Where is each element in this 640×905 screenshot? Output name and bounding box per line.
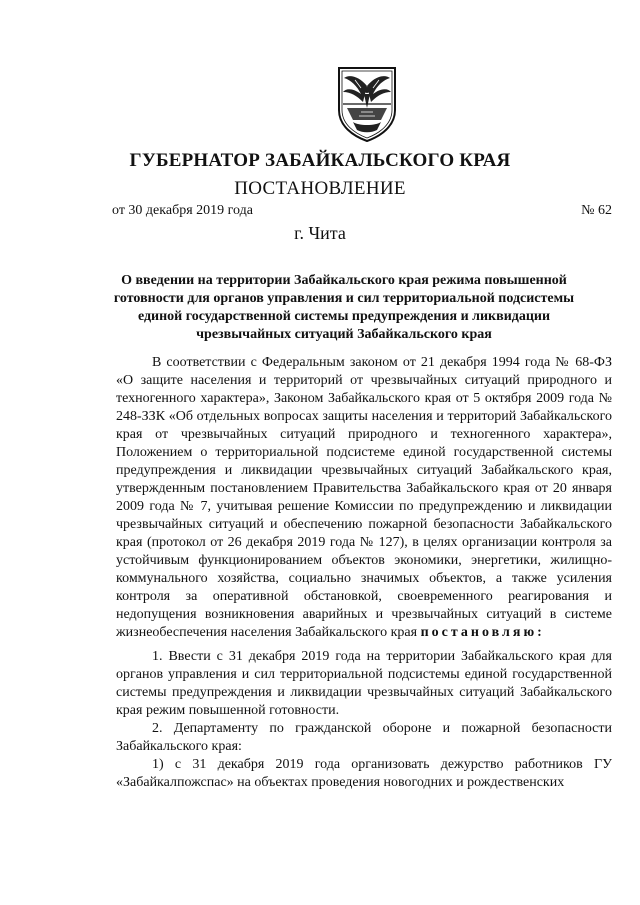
decree-word: постановляю: — [420, 625, 545, 640]
coat-of-arms-emblem — [331, 64, 403, 144]
preamble-paragraph — [116, 354, 612, 642]
document-number: № 62 — [581, 203, 612, 218]
item-2-paragraph: 2. Департаменту по гражданской обороне и пожарной безопасности Забайкальского края: — [116, 721, 612, 754]
governor-title: ГУБЕРНАТОР ЗАБАЙКАЛЬСКОГО КРАЯ — [129, 150, 511, 171]
preamble-text: В соответствии с Федеральным законом от 21 декабря 1994 года № 68-ФЗ «О защите населения и территорий от чрезвычайных ситуаций природного и техногенного характера», Законом Забайкальского края от 5 октября 2009 года № 248-ЗЗК «Об отдельных вопросах защиты населения и территорий Забайкальского края от чрезвычайных ситуаций природного и техногенного характера», Положением о территориальной подсистеме единой государственной системы предупреждения и ликвидации чрезвычайных ситуаций Забайкальского края, утвержденным постановлением Правительства Забайкальского края от 20 января 2009 года № 7, учитывая решение Комиссии по предупреждению и ликвидации чрезвычайных ситуаций и обеспечению пожарной безопасности Забайкальского края (протокол от 26 декабря 2019 года № 127), в целях организации контроля за устойчивым функционированием объектов экономики, энергетики, жилищно-коммунального хозяйства, социально значимых объектов, а также усиления контроля за оперативной обстановкой, своевременного реагирования и недопущения возникновения аварийных и чрезвычайных ситуаций в системе жизнеобеспечения населения Забайкальского края — [116, 355, 612, 640]
document-date: от 30 декабря 2019 года — [112, 203, 253, 218]
document-body — [116, 354, 612, 792]
document-heading: О введении на территории Забайкальского края режима повышенной готовности для органов управления и сил территориальной подсистемы единой государственной системы предупреждения и ликвидации чрезвычайных ситуаций Забайкальского края — [113, 273, 575, 342]
document-type: ПОСТАНОВЛЕНИЕ — [234, 178, 406, 199]
item-1-paragraph: 1. Ввести с 31 декабря 2019 года на территории Забайкальского края для органов управления и сил территориальной подсистемы единой государственной системы предупреждения и ликвидации чрезвычайных ситуаций Забайкальского края режим повышенной готовности. — [116, 649, 612, 718]
item-2-1-paragraph: 1) с 31 декабря 2019 года организовать дежурство работников ГУ «Забайкалпожспас» на объектах проведения новогодних и рождественских — [116, 757, 612, 790]
city-name: г. Чита — [294, 223, 346, 243]
